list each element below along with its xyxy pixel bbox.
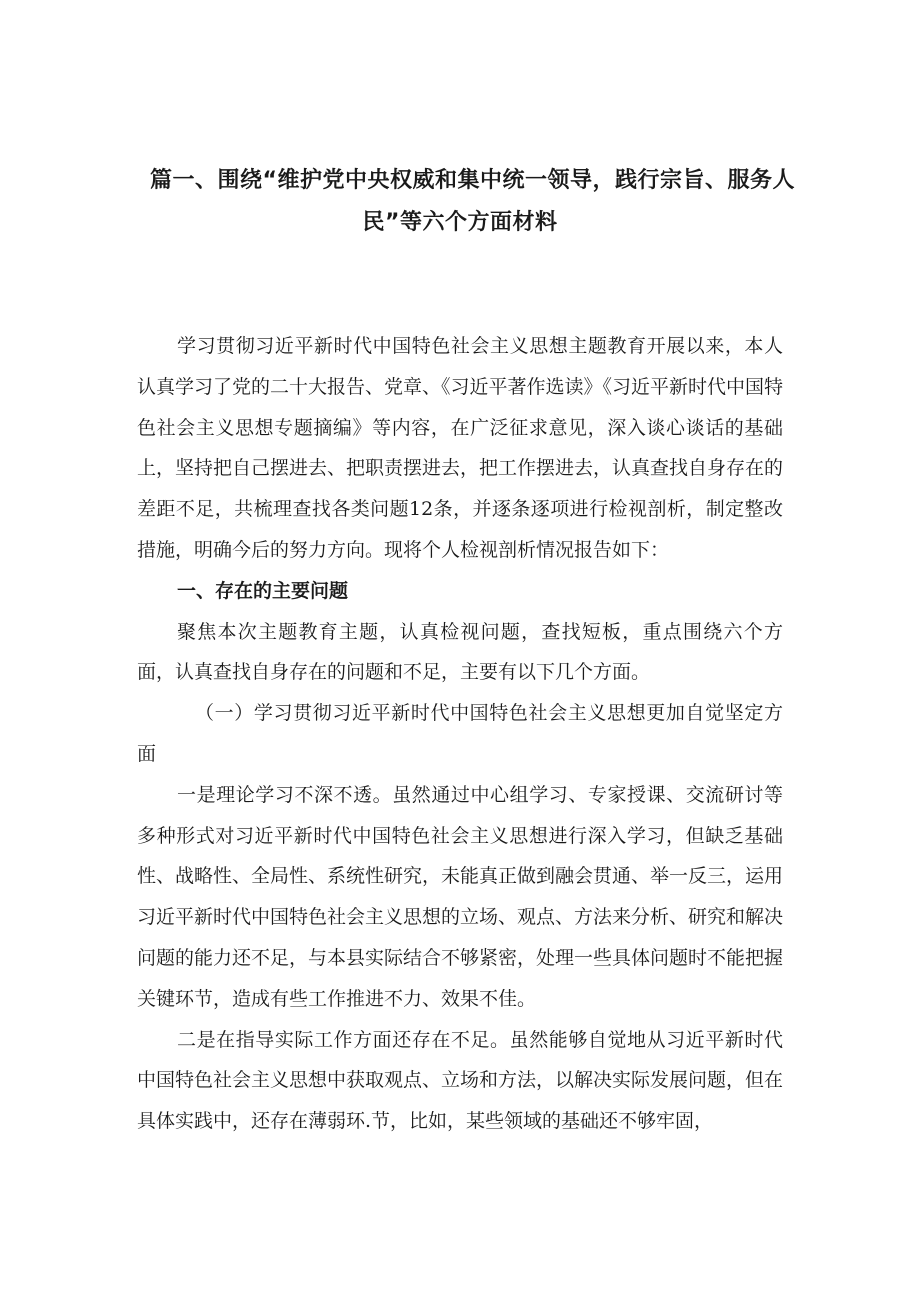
point-two-paragraph: 二是在指导实际工作方面还存在不足。虽然能够自觉地从习近平新时代中国特色社会主义思想中获取观点、立场和方法，以解决实际发展问题，但在具体实践中，还存在薄弱环.节，比如，某些领域的基础还不够牢固，	[137, 1028, 784, 1133]
document-body	[137, 326, 783, 1142]
point-one-paragraph: 一是理论学习不深不透。虽然通过中心组学习、专家授课、交流研讨等多种形式对习近平新时代中国特色社会主义思想进行深入学习，但缺乏基础性、战略性、全局性、系统性研究，未能真正做到融会贯通、举一反三，运用习近平新时代中国特色社会主义思想的立场、观点、方法来分析、研究和解决问题的能力还不足，与本县实际结合不够紧密，处理一些具体问题时不能把握关键环节，造成有些工作推进不力、效果不佳。	[137, 783, 784, 1010]
intro-paragraph: 学习贯彻习近平新时代中国特色社会主义思想主题教育开展以来，本人认真学习了党的二十大报告、党章、《习近平著作选读》《习近平新时代中国特色社会主义思想专题摘编》等内容，在广泛征求意见，深入谈心谈话的基础上，坚持把自己摆进去、把职责摆进去，把工作摆进去，认真查找自身存在的差距不足，共梳理查找各类问题12条，并逐条逐项进行检视剖析，制定整改措施，明确今后的努力方向。现将个人检视剖析情况报告如下：	[137, 335, 784, 561]
section-heading: 一、存在的主要问题	[177, 579, 349, 602]
title-line-2: 民”等六个方面材料	[362, 210, 558, 235]
title-line-1: 篇一、围绕“维护党中央权威和集中统一领导，践行宗旨、服务人	[150, 168, 795, 193]
subsection-heading: （一）学习贯彻习近平新时代中国特色社会主义思想更加自觉坚定方面	[137, 702, 783, 765]
section-intro-paragraph: 聚焦本次主题教育主题，认真检视问题，查找短板，重点围绕六个方面，认真查找自身存在的问题和不足，主要有以下几个方面。	[137, 620, 783, 684]
document-title	[150, 160, 795, 244]
